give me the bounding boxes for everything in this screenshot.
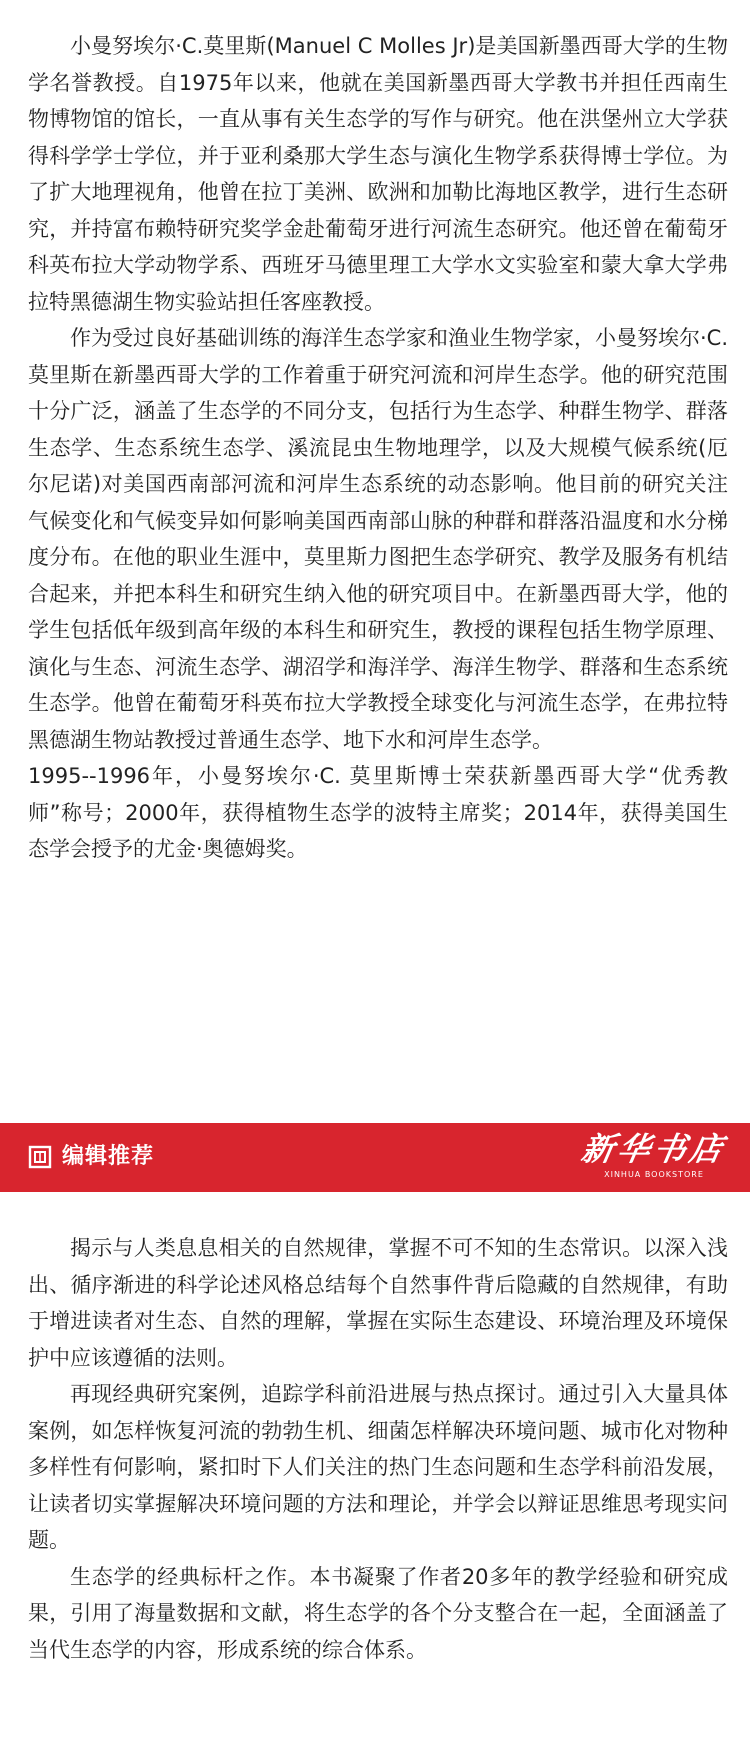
- bio-paragraph: 小曼努埃尔·C.莫里斯(Manuel C Molles Jr)是美国新墨西哥大学的生物学名誉教授。自1975年以来，他就在美国新墨西哥大学教书并担任西南生物博物馆的馆长，一直从事有关生态学的写作与研究。他在洪堡州立大学获得科学学士学位，并于亚利桑那大学生态与演化生物学系获得博士学位。为了扩大地理视角，他曾在拉丁美洲、欧洲和加勒比海地区教学，进行生态研究，并持富布赖特研究奖学金赴葡萄牙进行河流生态研究。他还曾在葡萄牙科英布拉大学动物学系、西班牙马德里理工大学水文实验室和蒙大拿大学弗拉特黑德湖生物实验站担任客座教授。: [28, 34, 728, 314]
- logo-script-text: 新华书店: [578, 1130, 730, 1168]
- bio-paragraph: 作为受过良好基础训练的海洋生态学家和渔业生物学家，小曼努埃尔·C. 莫里斯在新墨西哥大学的工作着重于研究河流和河岸生态学。他的研究范围十分广泛，涵盖了生态学的不同分支，包括行为生态学、种群生物学、群落生态学、生态系统生态学、溪流昆虫生物地理学，以及大规模气候系统(厄尔尼诺)对美国西南部河流和河岸生态系统的动态影响。他目前的研究关注气候变化和气候变异如何影响美国西南部山脉的种群和群落沿温度和水分梯度分布。在他的职业生涯中，莫里斯力图把生态学研究、教学及服务有机结合起来，并把本科生和研究生纳入他的研究项目中。在新墨西哥大学，他的学生包括低年级到高年级的本科生和研究生，教授的课程包括生物学原理、演化与生态、河流生态学、湖沼学和海洋学、海洋生物学、群落和生态系统生态学。他曾在葡萄牙科英布拉大学教授全球变化与河流生态学，在弗拉特黑德湖生物站教授过普通生态学、地下水和河岸生态学。: [28, 326, 729, 752]
- logo-english-text: XINHUA BOOKSTORE: [604, 1170, 704, 1179]
- bio-paragraph: 1995--1996年，小曼努埃尔·C. 莫里斯博士荣获新墨西哥大学“优秀教师”称号；2000年，获得植物生态学的波特主席奖；2014年，获得美国生态学会授予的尤金·奥德姆奖。: [28, 764, 728, 861]
- recommend-paragraph: 揭示与人类息息相关的自然规律，掌握不可不知的生态常识。以深入浅出、循序渐进的科学论述风格总结每个自然事件背后隐藏的自然规律，有助于增进读者对生态、自然的理解，掌握在实际生态建设、环境治理及环境保护中应该遵循的法则。: [28, 1236, 728, 1370]
- square-frame-icon: [28, 1145, 52, 1169]
- editor-recommendation: [28, 1230, 728, 1668]
- recommend-paragraph: 生态学的经典标杆之作。本书凝聚了作者20多年的教学经验和研究成果，引用了海量数据和文献，将生态学的各个分支整合在一起，全面涵盖了当代生态学的内容，形成系统的综合体系。: [28, 1564, 728, 1662]
- author-bio: [28, 28, 728, 868]
- section-title: 编辑推荐: [62, 1144, 155, 1169]
- xinhua-bookstore-logo: [574, 1129, 734, 1187]
- recommend-paragraph: 再现经典研究案例，追踪学科前沿进展与热点探讨。通过引入大量具体案例，如怎样恢复河流的勃勃生机、细菌怎样解决环境问题、城市化对物种多样性有何影响，紧扣时下人们关注的热门生态问题和生态学科前沿发展，让读者切实掌握解决环境问题的方法和理论，并学会以辩证思维思考现实问题。: [28, 1382, 728, 1552]
- section-header-bar: [0, 1123, 750, 1192]
